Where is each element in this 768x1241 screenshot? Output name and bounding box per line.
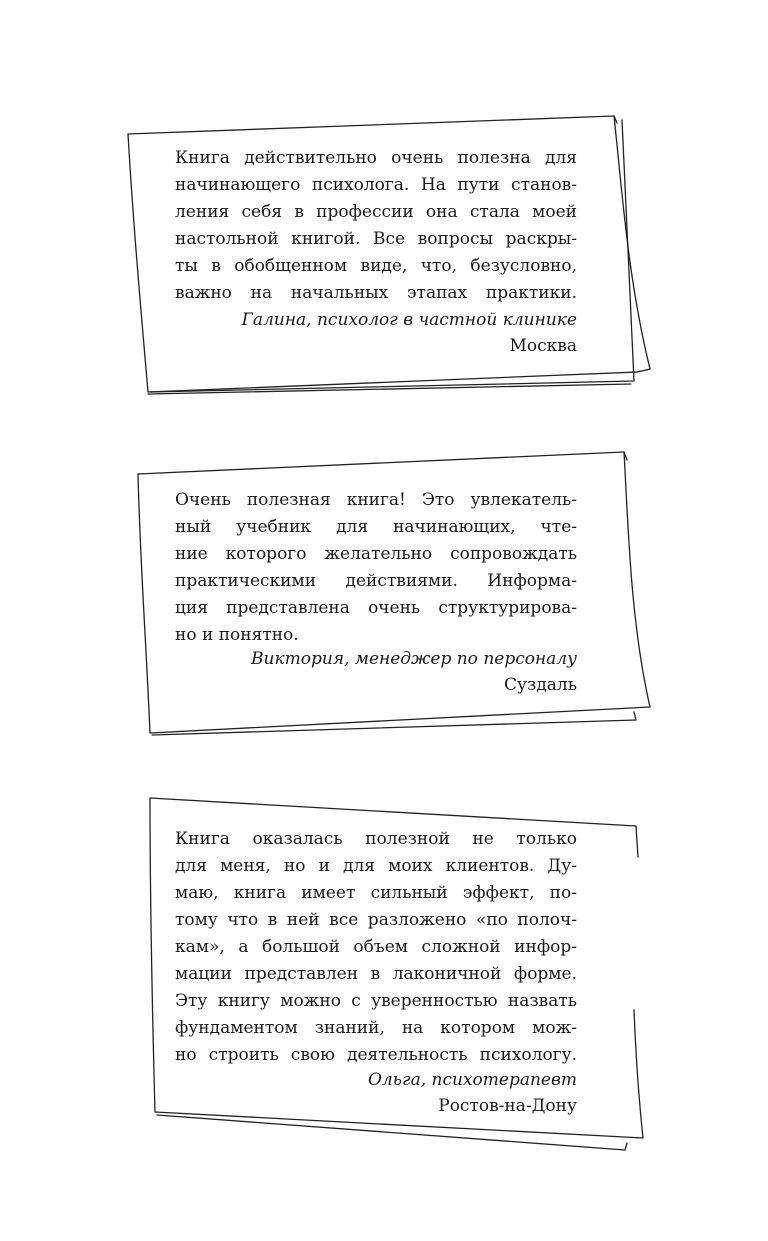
review-author-3: Ольга, психотерапевт [367, 1070, 577, 1090]
review-line: Книга оказалась полезной не только [175, 829, 577, 849]
review-line: для меня, но и для моих клиентов. Ду- [175, 856, 577, 876]
review-line: Очень полезная книга! Это увлекатель- [175, 490, 577, 510]
review-line: ный учебник для начинающих, чте- [175, 517, 577, 537]
review-line: но и понятно. [175, 625, 299, 645]
review-author-2: Виктория, менеджер по персоналу [251, 649, 577, 669]
review-line: важно на начальных этапах практики. [175, 283, 577, 303]
review-line: маю, книга имеет сильный эффект, по- [175, 883, 577, 903]
review-line: настольной книгой. Все вопросы раскры- [175, 229, 577, 249]
review-city-3: Ростов-на-Дону [438, 1096, 577, 1116]
review-line: кам», а большой объем сложной инфор- [175, 937, 577, 957]
review-line: ты в обобщенном виде, что, безусловно, [175, 256, 577, 276]
review-line: ние которого желательно сопровождать [175, 544, 577, 564]
review-city-1: Москва [509, 336, 577, 356]
review-line: практическими действиями. Информа- [175, 571, 577, 591]
review-line: Эту книгу можно с уверенностью назвать [175, 991, 577, 1011]
review-line: ления себя в профессии она стала моей [175, 202, 577, 222]
review-line: ция представлена очень структурирова- [175, 598, 577, 618]
review-author-1: Галина, психолог в частной клинике [241, 310, 577, 330]
review-line: Книга действительно очень полезна для [175, 148, 577, 168]
review-text-3 [175, 826, 577, 1069]
review-line: мации представлен в лаконичной форме. [175, 964, 577, 984]
review-line: тому что в ней все разложено «по полоч- [175, 910, 577, 930]
review-line: фундаментом знаний, на котором мож- [175, 1018, 577, 1038]
review-line: но строить свою деятельность психологу. [175, 1045, 577, 1065]
review-city-2: Суздаль [504, 675, 577, 695]
review-line: начинающего психолога. На пути станов- [175, 175, 577, 195]
